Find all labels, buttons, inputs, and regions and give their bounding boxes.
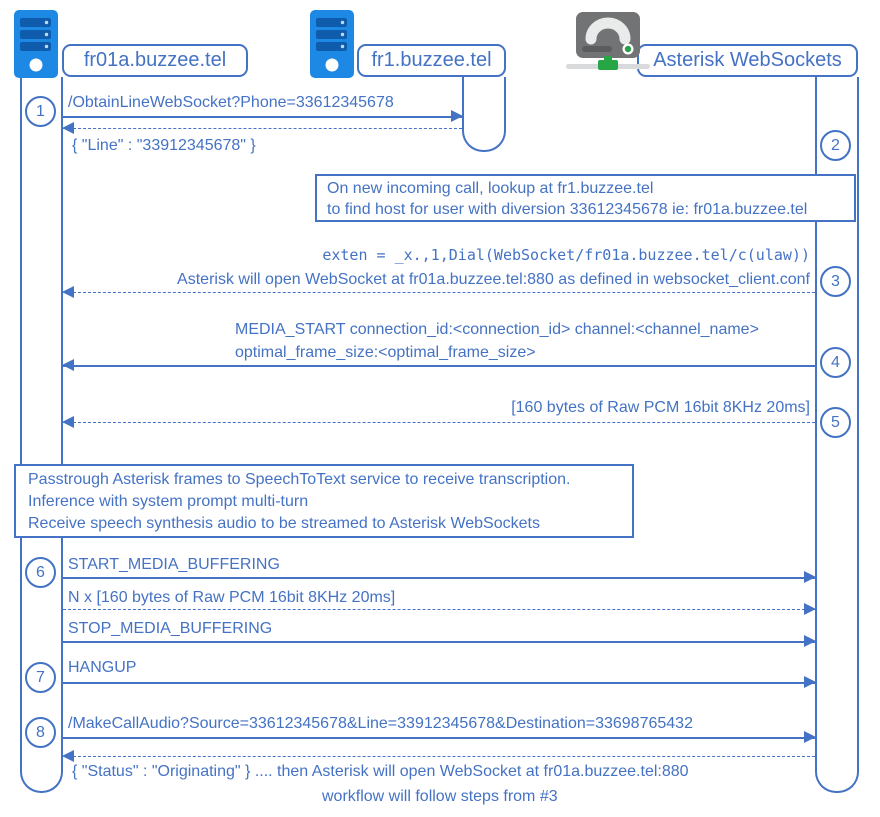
message-label-workflow-follow: workflow will follow steps from #3 — [322, 788, 558, 805]
asterisk-pbx-icon — [566, 8, 650, 78]
arrow-line — [63, 116, 462, 118]
message-line: MEDIA_START connection_id:<connection_id> channel:<channel_name> — [235, 321, 759, 338]
step-marker-4: 4 — [820, 347, 851, 378]
arrow-line — [63, 682, 815, 684]
arrow-line — [63, 577, 815, 579]
message-label-stop-media-buffering: STOP_MEDIA_BUFFERING — [68, 620, 273, 637]
step-marker-1: 1 — [25, 96, 56, 127]
arrowhead-right-icon — [804, 731, 816, 743]
step-marker-6: 6 — [25, 557, 56, 588]
message-line: optimal_frame_size:<optimal_frame_size> — [235, 344, 536, 361]
arrow-line — [63, 422, 815, 423]
server-icon — [310, 10, 354, 83]
arrowhead-left-icon — [62, 416, 74, 428]
actor-name: Asterisk WebSockets — [653, 49, 842, 71]
arrow-line — [63, 365, 815, 367]
arrow-line — [63, 737, 815, 739]
message-label-hangup: HANGUP — [68, 659, 137, 676]
message-label-obtain-line: /ObtainLineWebSocket?Phone=33612345678 — [68, 94, 394, 111]
step-marker-7: 7 — [25, 662, 56, 693]
note-line: Passtrough Asterisk frames to SpeechToText service to receive transcription. — [28, 471, 571, 488]
arrowhead-right-icon — [804, 571, 816, 583]
arrowhead-right-icon — [804, 635, 816, 647]
arrow-line — [63, 609, 815, 610]
actor-name: fr1.buzzee.tel — [371, 49, 492, 71]
message-label-raw-pcm: [160 bytes of Raw PCM 16bit 8KHz 20ms] — [511, 399, 810, 416]
step-marker-3: 3 — [820, 266, 851, 297]
arrowhead-left-icon — [62, 359, 74, 371]
network-plug-icon — [598, 60, 618, 70]
arrow-line — [63, 128, 462, 129]
server-icon — [310, 10, 354, 78]
arrowhead-right-icon — [451, 110, 463, 122]
note-speech-processing — [14, 464, 634, 538]
message-label-status-originating: { "Status" : "Originating" } .... then Asterisk will open WebSocket at fr01a.buzzee.tel:880 — [72, 763, 689, 780]
note-line: Inference with system prompt multi-turn — [28, 493, 309, 510]
actor-name: fr01a.buzzee.tel — [83, 49, 227, 71]
lifeline-fr1 — [462, 77, 506, 152]
message-label-make-call-audio: /MakeCallAudio?Source=33612345678&Line=33912345678&Destination=33698765432 — [68, 715, 693, 732]
server-icon — [14, 10, 58, 78]
led-indicator — [625, 46, 631, 52]
message-label-media-start — [235, 318, 759, 364]
step-marker-5: 5 — [820, 407, 851, 438]
asterisk-pbx-icon — [566, 8, 650, 83]
step-marker-2: 2 — [820, 130, 851, 161]
message-label-websocket-open: Asterisk will open WebSocket at fr01a.buzzee.tel:880 as defined in websocket_client.conf — [177, 271, 810, 288]
arrowhead-right-icon — [804, 603, 816, 615]
arrowhead-left-icon — [62, 750, 74, 762]
step-marker-8: 8 — [25, 717, 56, 748]
arrowhead-left-icon — [62, 122, 74, 134]
actor-label-asterisk — [637, 44, 858, 77]
message-label-line-response: { "Line" : "33912345678" } — [72, 137, 256, 154]
server-icon — [14, 10, 58, 83]
arrow-line — [63, 292, 815, 293]
note-line: On new incoming call, lookup at fr1.buzzee.tel — [327, 180, 654, 197]
arrowhead-left-icon — [62, 286, 74, 298]
arrow-line — [63, 756, 815, 757]
arrowhead-right-icon — [804, 676, 816, 688]
message-label-start-media-buffering: START_MEDIA_BUFFERING — [68, 556, 280, 573]
actor-label-fr01a — [62, 44, 248, 77]
arrow-line — [63, 641, 815, 643]
note-incoming-call — [315, 174, 856, 222]
actor-label-fr1 — [357, 44, 506, 77]
message-label-dialplan-exten: exten = _x.,1,Dial(WebSocket/fr01a.buzzee.tel/c(ulaw)) — [322, 246, 810, 264]
note-line: to find host for user with diversion 33612345678 ie: fr01a.buzzee.tel — [327, 201, 808, 218]
message-label-pcm-stream: N x [160 bytes of Raw PCM 16bit 8KHz 20ms] — [68, 589, 396, 606]
note-line: Receive speech synthesis audio to be streamed to Asterisk WebSockets — [28, 515, 540, 532]
